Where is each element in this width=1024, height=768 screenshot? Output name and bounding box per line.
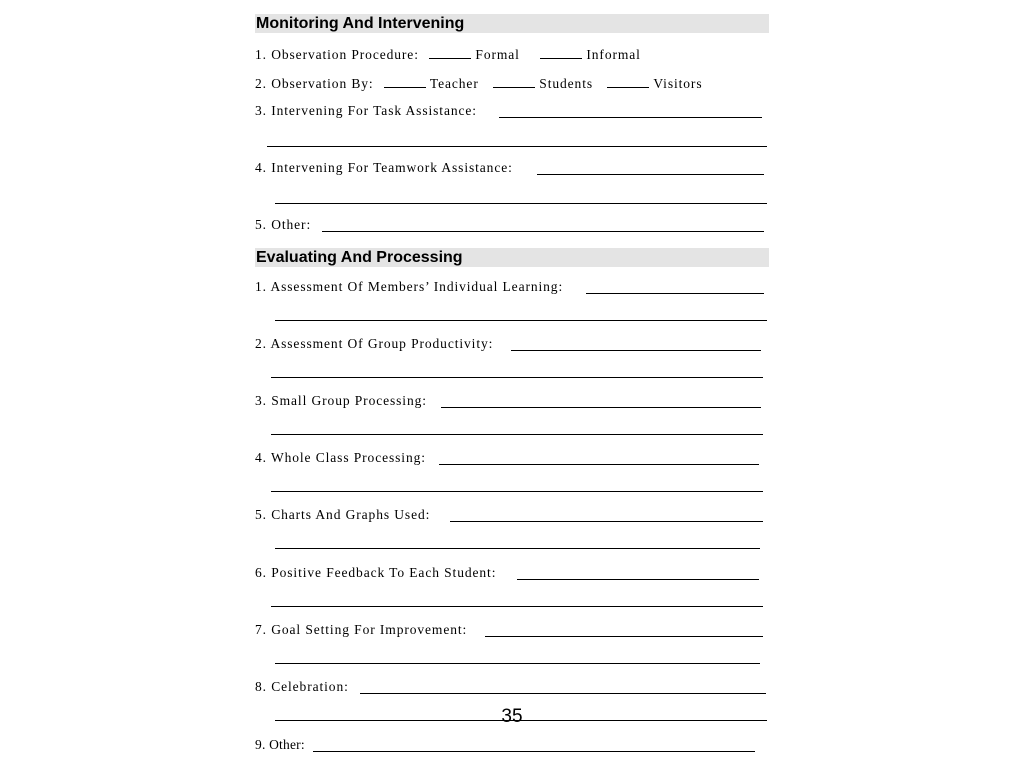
goal-setting-blank[interactable] (485, 636, 763, 637)
celebration-blank[interactable] (360, 693, 766, 694)
students-blank[interactable] (493, 75, 535, 88)
item-label: Whole Class Processing: (270, 450, 426, 465)
group-productivity-continuation-blank[interactable] (271, 377, 763, 378)
goal-setting-continuation-blank[interactable] (275, 663, 760, 664)
option-formal: Formal (475, 47, 520, 62)
item-number: 5. (255, 507, 267, 522)
formal-blank[interactable] (429, 46, 471, 59)
item-label: Other: (271, 217, 312, 232)
whole-class-processing-continuation-blank[interactable] (271, 491, 763, 492)
item-number: 3. (255, 103, 267, 118)
item-number: 3. (255, 393, 267, 408)
individual-learning-line (255, 279, 563, 295)
informal-blank[interactable] (540, 46, 582, 59)
item-label: Charts And Graphs Used: (271, 507, 431, 522)
individual-learning-continuation-blank[interactable] (275, 320, 767, 321)
item-label: Assessment Of Members’ Individual Learning: (270, 279, 564, 294)
option-students: Students (539, 76, 594, 91)
option-teacher: Teacher (429, 76, 479, 91)
item-label: Small Group Processing: (271, 393, 427, 408)
teamwork-assistance-line (255, 160, 513, 176)
item-label: Intervening For Teamwork Assistance: (271, 160, 513, 175)
positive-feedback-blank[interactable] (517, 579, 759, 580)
item-number: 4. (255, 450, 267, 465)
positive-feedback-line (255, 565, 496, 581)
observation-procedure-line (255, 46, 641, 63)
small-group-processing-continuation-blank[interactable] (271, 434, 763, 435)
item-number: 1. (255, 47, 267, 62)
monitoring-other-blank[interactable] (322, 231, 764, 232)
evaluating-other-line (255, 737, 305, 753)
item-label: Assessment Of Group Productivity: (270, 336, 494, 351)
task-assistance-line (255, 103, 477, 119)
charts-graphs-blank[interactable] (450, 521, 763, 522)
item-number: 2. (255, 336, 267, 351)
item-label: Observation By: (271, 76, 374, 91)
positive-feedback-continuation-blank[interactable] (271, 606, 763, 607)
goal-setting-line (255, 622, 467, 638)
item-label: Positive Feedback To Each Student: (271, 565, 497, 580)
group-productivity-blank[interactable] (511, 350, 761, 351)
teamwork-assistance-continuation-blank[interactable] (275, 203, 767, 204)
item-label: Other: (269, 737, 305, 752)
charts-graphs-line (255, 507, 430, 523)
page-number: 35 (501, 706, 523, 727)
section-header-monitoring: Monitoring And Intervening (255, 14, 769, 33)
celebration-line (255, 679, 349, 695)
small-group-processing-blank[interactable] (441, 407, 761, 408)
teamwork-assistance-blank[interactable] (537, 174, 764, 175)
visitors-blank[interactable] (607, 75, 649, 88)
charts-graphs-continuation-blank[interactable] (275, 548, 760, 549)
option-visitors: Visitors (653, 76, 703, 91)
item-number: 6. (255, 565, 267, 580)
whole-class-processing-line (255, 450, 426, 466)
item-number: 2. (255, 76, 267, 91)
item-number: 5. (255, 217, 267, 232)
task-assistance-continuation-blank[interactable] (267, 146, 767, 147)
item-number: 1. (255, 279, 267, 294)
item-label: Celebration: (271, 679, 349, 694)
item-number: 7. (255, 622, 267, 637)
item-number: 4. (255, 160, 267, 175)
item-label: Goal Setting For Improvement: (271, 622, 468, 637)
item-label: Observation Procedure: (271, 47, 419, 62)
individual-learning-blank[interactable] (586, 293, 764, 294)
section-header-evaluating: Evaluating And Processing (255, 248, 769, 267)
monitoring-other-line (255, 217, 311, 233)
evaluating-other-blank[interactable] (313, 751, 755, 752)
item-number: 8. (255, 679, 267, 694)
group-productivity-line (255, 336, 493, 352)
item-number: 9. (255, 737, 266, 752)
observation-by-line (255, 75, 702, 92)
item-label: Intervening For Task Assistance: (271, 103, 477, 118)
option-informal: Informal (586, 47, 641, 62)
small-group-processing-line (255, 393, 427, 409)
teacher-blank[interactable] (384, 75, 426, 88)
task-assistance-blank[interactable] (499, 117, 762, 118)
whole-class-processing-blank[interactable] (439, 464, 759, 465)
